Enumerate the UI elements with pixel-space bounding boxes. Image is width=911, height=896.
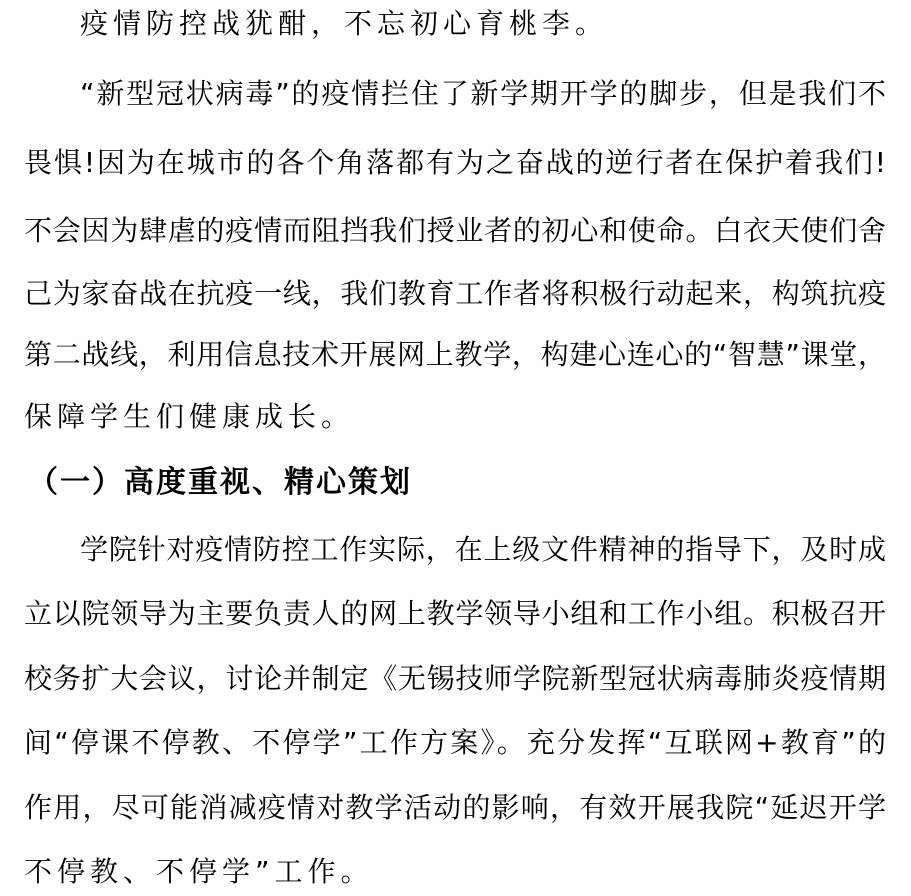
paragraph-2-line-4: 间“停课不停教、不停学”工作方案》。充分发挥“互联网+教育”的 [24, 726, 886, 759]
paragraph-1-line-2: 畏惧!因为在城市的各个角落都有为之奋战的逆行者在保护着我们! [24, 146, 886, 179]
paragraph-1-line-3: 不会因为肆虐的疫情而阻挡我们授业者的初心和使命。白衣天使们舍 [24, 214, 886, 247]
paragraph-1-line-5: 第二战线，利用信息技术开展网上教学，构建心连心的“智慧”课堂， [24, 338, 886, 371]
paragraph-1-line-6: 保障学生们健康成长。 [24, 400, 355, 433]
paragraph-1-line-4: 己为家奋战在抗疫一线，我们教育工作者将积极行动起来，构筑抗疫 [24, 277, 886, 310]
section-heading: （一）高度重视、精心策划 [28, 465, 412, 500]
paragraph-2-line-1: 学院针对疫情防控工作实际，在上级文件精神的指导下，及时成 [80, 533, 886, 566]
paragraph-2-line-3: 校务扩大会议，讨论并制定《无锡技师学院新型冠状病毒肺炎疫情期 [24, 662, 886, 695]
paragraph-2-line-2: 立以院领导为主要负责人的网上教学领导小组和工作小组。积极召开 [24, 597, 886, 630]
paragraph-2-line-5: 作用，尽可能消减疫情对教学活动的影响，有效开展我院“延迟开学 [24, 791, 886, 824]
paragraph-2-line-6: 不停教、不停学”工作。 [24, 855, 374, 888]
paragraph-1-line-1: “新型冠状病毒”的疫情拦住了新学期开学的脚步，但是我们不 [80, 77, 886, 110]
opening-line: 疫情防控战犹酣，不忘初心育桃李。 [80, 7, 609, 40]
